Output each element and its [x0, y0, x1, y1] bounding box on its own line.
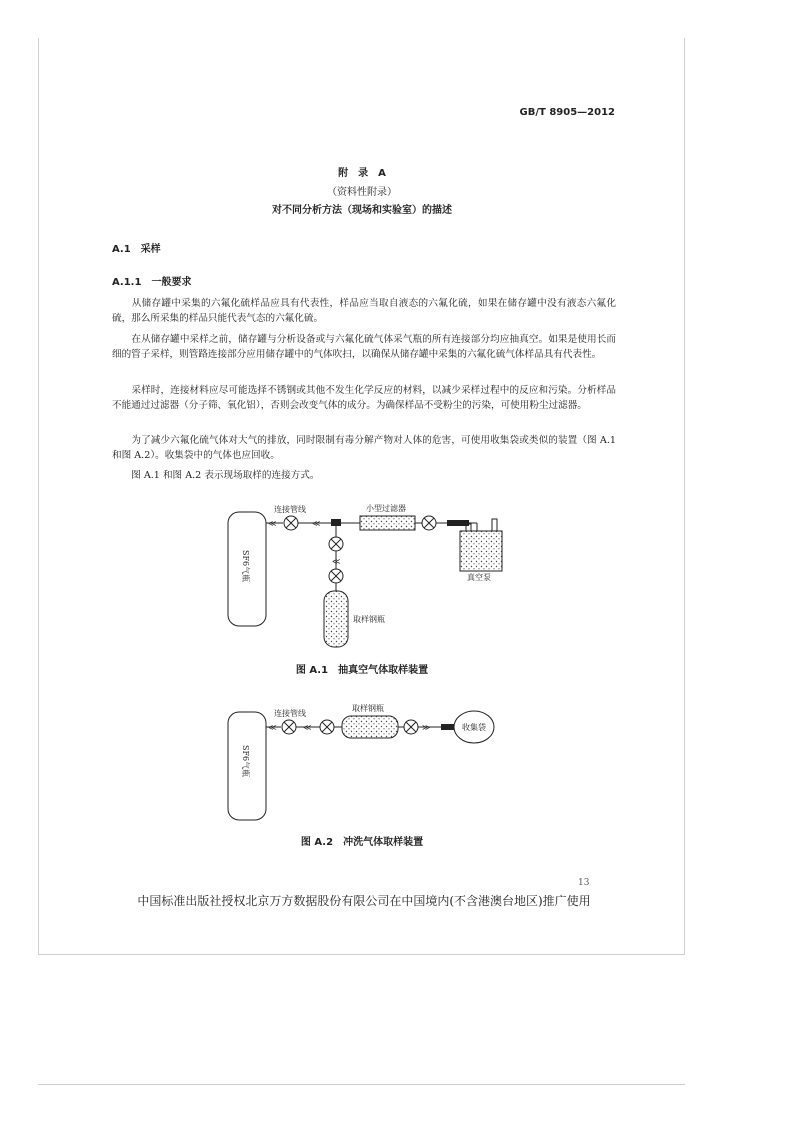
section-heading-a1-1: A.1.1 一般要求	[112, 277, 192, 288]
sampling-cylinder	[324, 591, 348, 647]
figure-a2	[228, 703, 494, 820]
sf6-tank-label: SF6气瓶	[241, 745, 250, 778]
bag-inlet	[441, 724, 455, 730]
annex-type: （资料性附录）	[327, 187, 397, 198]
connector-arrow: ≪	[312, 519, 321, 528]
valve-4	[329, 569, 343, 583]
paragraph-4: 为了减少六氟化硫气体对大气的排放，同时限制有毒分解产物对人体的危害，可使用收集袋或类似的装置（图 A.1 和图 A.2）。收集袋中的气体也应回收。	[112, 435, 620, 461]
section-heading-a1: A.1 采样	[112, 244, 161, 255]
paragraph-5: 图 A.1 和图 A.2 表示现场取样的连接方式。	[112, 470, 320, 481]
small-filter	[360, 516, 415, 530]
paragraph-1: 从储存罐中采集的六氟化硫样品应具有代表性，样品应当取自液态的六氟化硫，如果在储存罐中没有液态六氟化硫，那么所采集的样品只能代表气态的六氟化硫。	[112, 298, 616, 324]
pipe-label: 连接管线	[274, 709, 306, 718]
valve-2	[422, 516, 436, 530]
connector-arrow: ≫	[422, 723, 431, 732]
pipe-label: 连接管线	[274, 505, 306, 514]
page-number: 13	[578, 878, 590, 888]
valve-1	[282, 720, 296, 734]
license-footer: 中国标准出版社授权北京万方数据股份有限公司在中国境内(不含港澳台地区)推广使用	[137, 894, 591, 908]
vacuum-pump-label: 真空泵	[467, 573, 491, 582]
sampling-cylinder-label: 取样钢瓶	[352, 704, 384, 713]
sampling-cylinder	[342, 716, 398, 738]
figure-a1-caption: 图 A.1 抽真空气体取样装置	[295, 665, 429, 676]
annex-description: 对不同分析方法（现场和实验室）的描述	[272, 205, 452, 216]
figure-a1	[228, 503, 502, 647]
connector-arrow: ≪	[268, 723, 277, 732]
tee-joint	[331, 519, 341, 526]
paragraph-3: 采样时，连接材料应尽可能选择不锈钢或其他不发生化学反应的材料，以减少采样过程中的反应和污染。分析样品不能通过过滤器（分子筛、氧化铝），否则会改变气体的成分。为确保样品不受粉尘的污染，可使用粉尘过滤器。	[112, 385, 616, 411]
annex-title: 附 录 A	[338, 168, 386, 179]
valve-3	[404, 720, 418, 734]
valve-2	[320, 720, 334, 734]
paragraph-2: 在从储存罐中采样之前，储存罐与分析设备或与六氟化硫气体采气瓶的所有连接部分均应抽真空。如果是使用长而细的管子采样，则管路连接部分应用储存罐中的气体吹扫，以确保从储存罐中采集的六氟化硫气体样品具有代表性。	[112, 334, 616, 360]
filter-label: 小型过滤器	[366, 504, 406, 513]
connector-arrow: ≪	[268, 519, 277, 528]
valve-1	[284, 516, 298, 530]
collection-bag-label: 收集袋	[462, 723, 486, 732]
valve-3	[329, 537, 343, 551]
connector-arrow: ≪	[303, 723, 312, 732]
standard-number: GB/T 8905—2012	[519, 107, 615, 118]
vacuum-pump	[460, 531, 502, 571]
sf6-tank-label: SF6气瓶	[241, 550, 250, 583]
figure-a2-caption: 图 A.2 冲洗气体取样装置	[300, 837, 424, 848]
connector-arrow: ≪	[332, 557, 341, 566]
sampling-cylinder-label: 取样钢瓶	[353, 615, 385, 624]
